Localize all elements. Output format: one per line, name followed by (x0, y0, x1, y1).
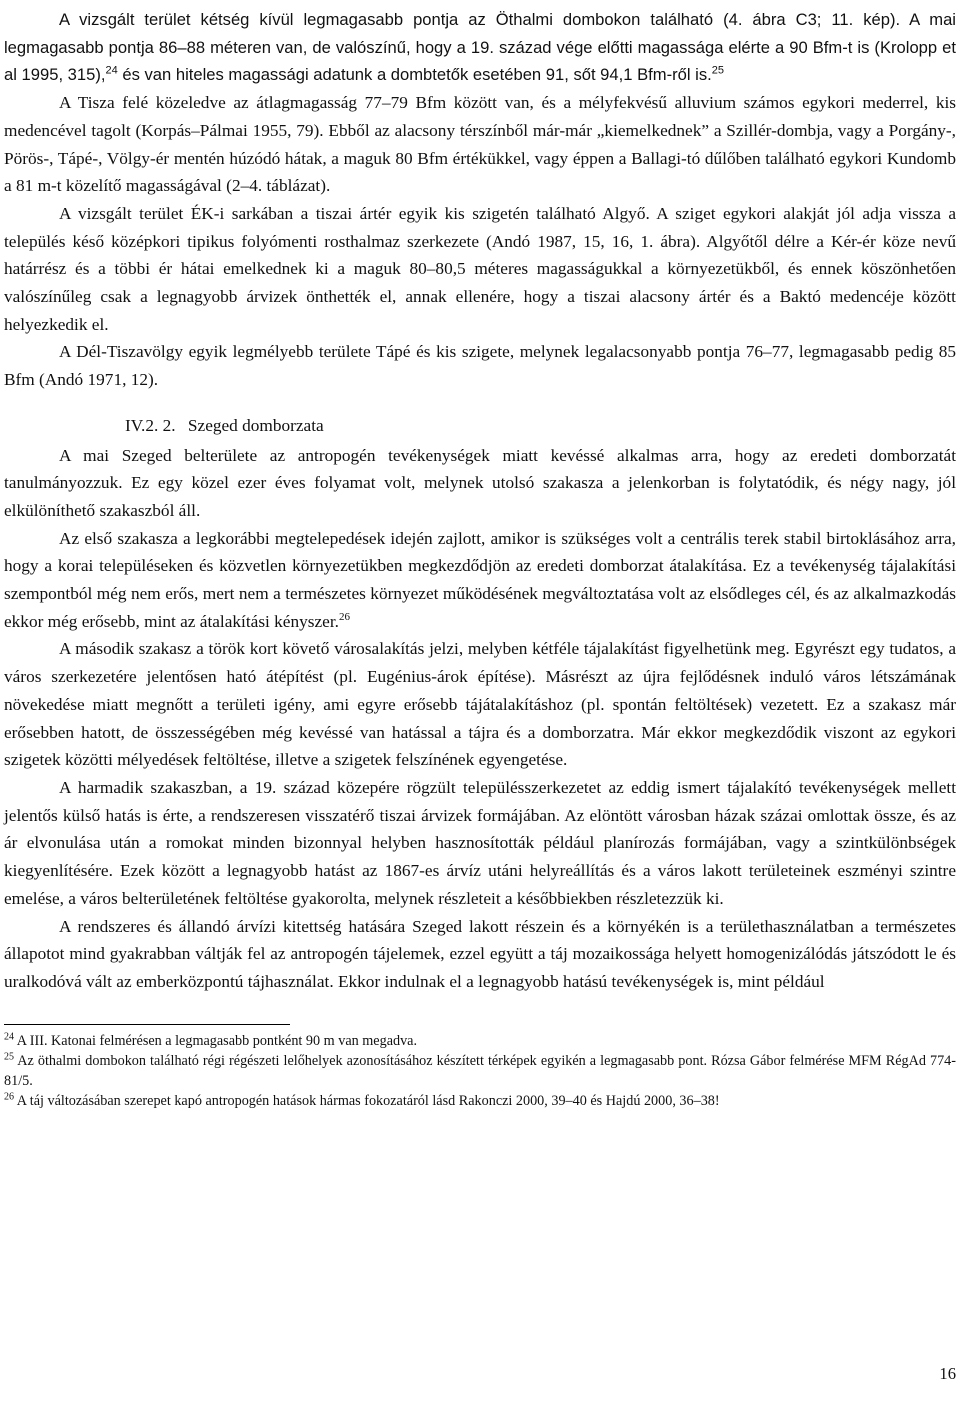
paragraph-algyo: A vizsgált terület ÉK-i sarkában a tiszai ártér egyik kis szigetén található Algyő. A sziget egykori alakját jól adja vissza a település késő középkori tipikus folyómenti rosthalmaz szerkezete (Andó 1987, 15, 16, 1. ábra). Algyőtől délre a Kér-ér köze nevű határrész és a többi ér hátai emelkednek ki a maguk 80–80,5 méteres magasságukkal a környezetükből, és ennek köszönhetően valószínűleg csak a legnagyobb árvizek önthették el, annak ellenére, hogy a tiszai alacsony ártér és a Baktó medencéje között helyezkedik el. (4, 203, 956, 334)
section-title: Szeged domborzata (187, 415, 324, 435)
paragraph-szeged-intro: A mai Szeged belterülete az antropogén tevékenységek miatt kevéssé alkalmas arra, hogy az eredeti domborzatát tanulmányozzuk. Ez egy közel ezer éves folyamat volt, melynek utolsó szakasza a jelenkorban is folytatódik, és négy nagy, jól elkülöníthető szakaszból áll. (4, 445, 956, 520)
footnote-text: A III. Katonai felmérésen a legmagasabb pontként 90 m van megadva. (14, 1032, 418, 1049)
paragraph-first-stage (4, 525, 956, 636)
footnote-number: 26 (4, 1090, 14, 1102)
paragraph-first-stage-text: Az első szakasza a legkorábbi megtelepedések idején zajlott, amikor is szükséges volt a centrális terek stabil birtoklásához arra, hogy a korai településeken és közvetlen környezetükben megkezdődjön az eredeti domborzat átalakítása. Ez a tevékenység tájalakítási szempontból még nem erős, mert nem a természetes környezet működésének megváltoztatása volt az elsődleges cél, és az alkalmazkodás ekkor még erősebb, mint az átalakítási kényszer. (4, 528, 956, 631)
footnote-number: 25 (4, 1050, 14, 1062)
section-heading (4, 412, 956, 440)
footnote-24 (4, 1031, 956, 1051)
paragraph-othalmi-text: A vizsgált terület kétség kívül legmagasabb pontja az Öthalmi dombokon található (4. ábra C3; 11. kép). A mai legmagasabb pontja 86–88 méteren van, de valószínű, hogy a 19. század vége előtti magassága elérte a 90 Bfm-t is (Krolopp et al 1995, 315), (4, 10, 956, 85)
footnote-text: A táj változásában szerepet kapó antropogén hatások hármas fokozatáról lásd Rakonczi 2000, 39–40 és Hajdú 2000, 36–38! (14, 1092, 720, 1109)
page-number: 16 (939, 1364, 956, 1383)
section-number: IV.2. 2. (125, 415, 176, 435)
footnote-divider (4, 1024, 290, 1025)
footnote-25 (4, 1051, 956, 1091)
footnote-text: Az öthalmi dombokon található régi régészeti lelőhelyek azonosításához készített térképek egyikén a legmagasabb pont. Rózsa Gábor felmérése MFM RégAd 774-81/5. (4, 1052, 956, 1089)
paragraph-third-stage: A harmadik szakaszban, a 19. század közepére rögzült településszerkezetet az eddig ismert tájalakító tevékenységek mellett jelentős külső hatás is érte, a rendszeresen visszatérő tiszai árvizek formájában. Az elöntött városban házak százai omlottak össze, és az ár elvonulása után a romokat minden bizonnyal helyben hasznosították például planírozás formájában, vagy a szintkülönbségek kiegyenlítésére. Ezek között a legnagyobb hatást az 1867-es árvíz utáni helyreállítás és a város lakott területeinek eszményi szintre emelése, a város belterületének feltöltése gyakorolta, melynek részleteit a későbbiekben részletezzük ki. (4, 777, 956, 908)
footnote-ref-26[interactable]: 26 (338, 611, 350, 623)
footnote-ref-25[interactable]: 25 (711, 64, 725, 77)
paragraph-second-stage: A második szakasz a török kort követő városalakítás jelzi, melyben kétféle tájalakítást figyelhetünk meg. Egyrészt egy tudatos, a város szerkezetére jelentősen ható átépítést (pl. Eugénius-árok építése). Másrészt az újra fejlődésnek induló város létszámának növekedése miatt megnőtt a területi igény, ami egyre erősebb tájátalakításhoz (pl. spontán feltöltések) vezetett. Ez a szakasz már erősebben hatott, de összességében még kevéssé van hatással a tájra és a domborzatra. Már ekkor megkezdődik viszont az egykori szigetek közötti mélyedések feltöltése, illetve a szigetek felszínének egyengetése. (4, 639, 956, 770)
paragraph-othalmi-text-cont: és van hiteles magassági adatunk a dombtetők esetében 91, sőt 94,1 Bfm-ről is. (117, 65, 712, 85)
paragraph-tisza: A Tisza felé közeledve az átlagmagasság 77–79 Bfm között van, és a mélyfekvésű alluvium számos egykori mederrel, kis medencével tagolt (Korpás–Pálmai 1955, 79). Ebből az alacsony térszínből már-már „kiemelkednek” a Szillér-dombja, vagy a Porgány-, Pörös-, Tápé-, Völgy-ér mentén húzódó hátak, a maguk 80 Bfm értékükkel, vagy éppen a Ballagi-tó dűlőben található egykori Kundomb a 81 m-t közelítő magasságával (2–4. táblázat). (4, 93, 956, 196)
paragraph-tape: A Dél-Tiszavölgy egyik legmélyebb területe Tápé és kis szigete, melynek legalacsonyabb pontja 76–77, legmagasabb pedig 85 Bfm (Andó 1971, 12). (4, 342, 956, 390)
paragraph-flood-exposure: A rendszeres és állandó árvízi kitettség hatására Szeged lakott részein és a környékén is a területhasználatban a természetes állapotot mind gyakrabban váltják fel az antropogén tájelemek, ezzel együtt a táj mozaikossága helyett homogenizálódás játszódott le és uralkodóvá vált az emberközpontú tájhasználat. Ekkor indulnak el a legnagyobb hatású tevékenységek is, mint például (4, 916, 956, 991)
footnote-number: 24 (4, 1030, 14, 1042)
footnote-ref-24[interactable]: 24 (105, 64, 118, 77)
footnote-26 (4, 1091, 956, 1111)
paragraph-othalmi (4, 6, 956, 89)
